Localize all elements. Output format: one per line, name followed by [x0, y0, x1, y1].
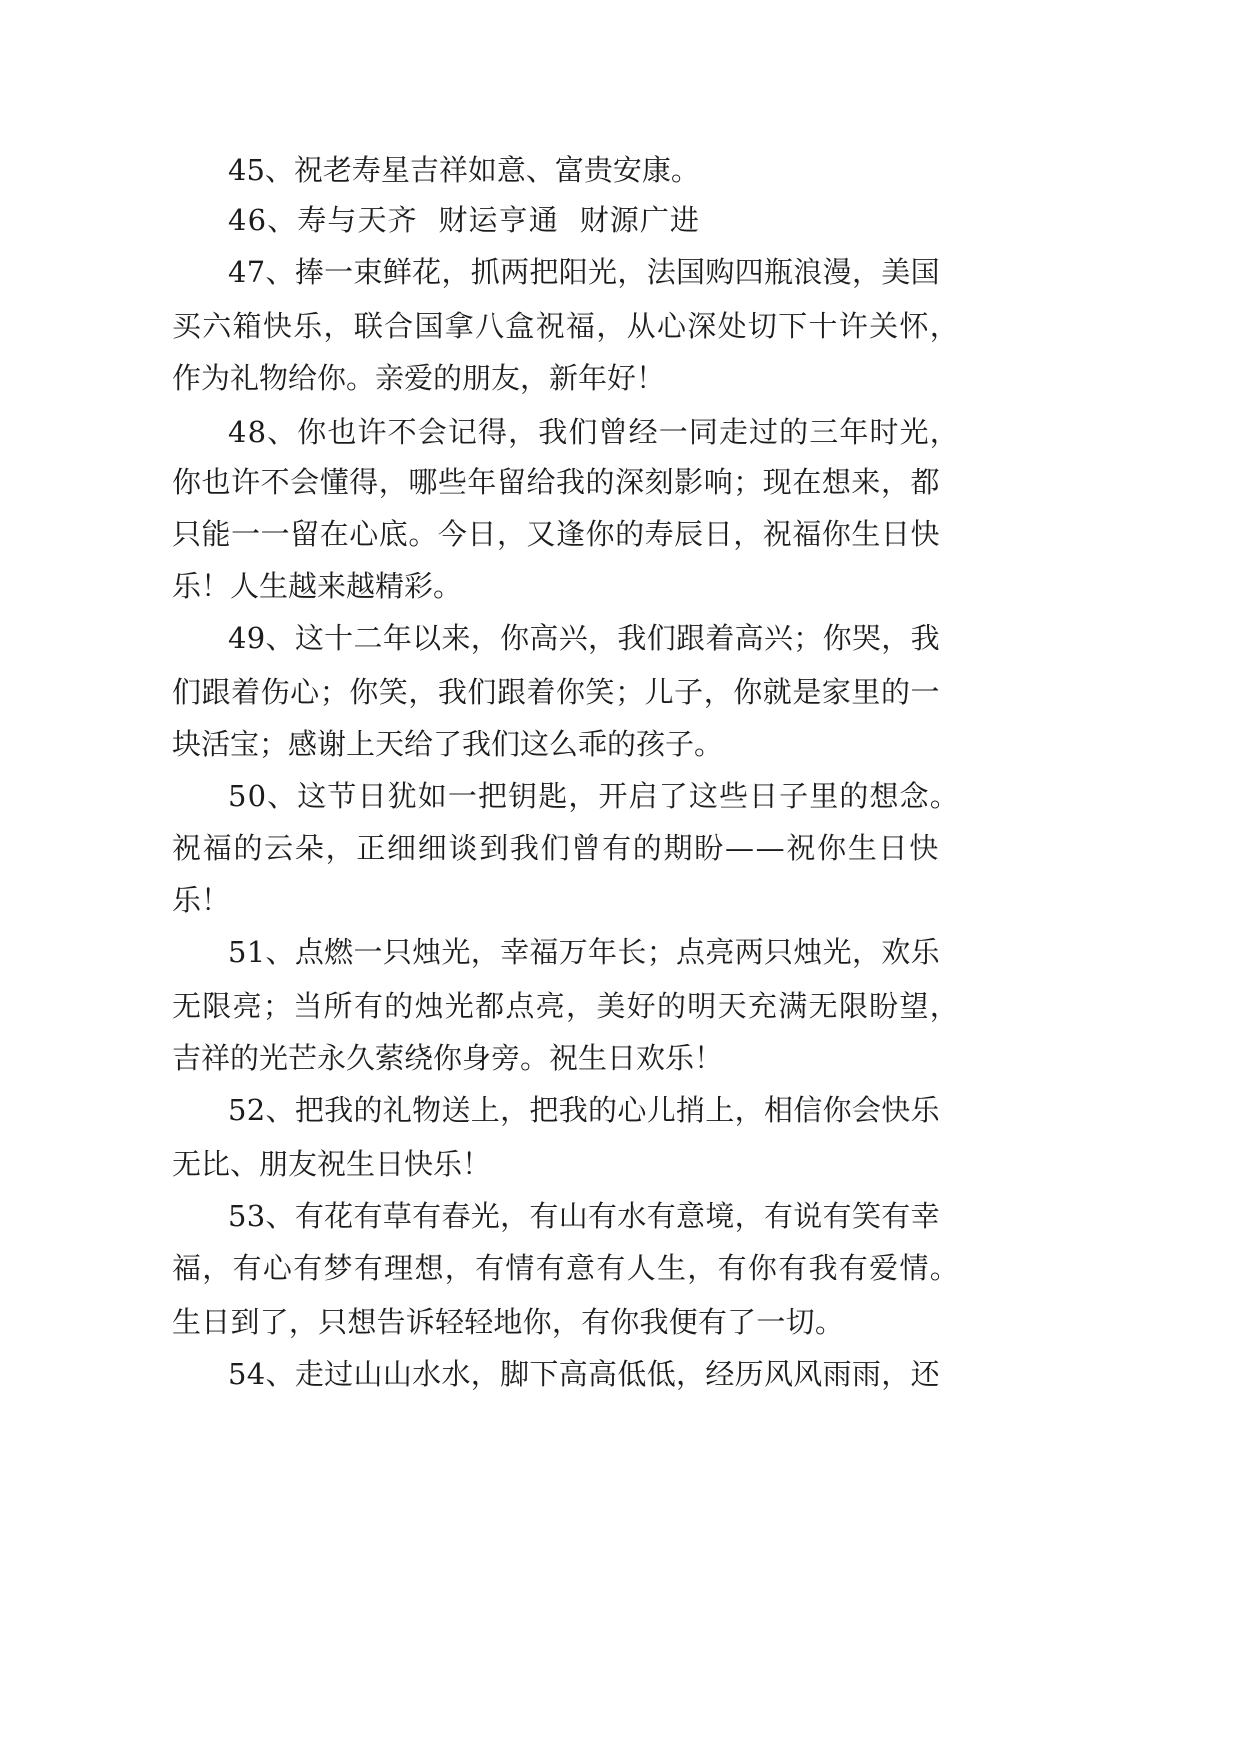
- text-line: 45、祝老寿星吉祥如意、富贵安康。: [228, 153, 700, 187]
- text-line: 吉祥的光芒永久萦绕你身旁。祝生日欢乐！: [172, 1041, 724, 1075]
- text-line: 你也许不会懂得，哪些年留给我的深刻影响；现在想来，都: [172, 465, 941, 499]
- text-line: 54、走过山山水水，脚下高高低低，经历风风雨雨，还: [228, 1357, 940, 1391]
- text-line: 们跟着伤心；你笑，我们跟着你笑；儿子，你就是家里的一: [172, 675, 941, 709]
- text-line: 福，有心有梦有理想，有情有意有人生，有你有我有爱情。: [172, 1251, 961, 1285]
- text-line: 无比、朋友祝生日快乐！: [172, 1147, 492, 1181]
- text-line: 48、你也许不会记得，我们曾经一同走过的三年时光，: [228, 415, 960, 449]
- text-line: 只能一一留在心底。今日，又逢你的寿辰日，祝福你生日快: [172, 517, 941, 551]
- text-line: 作为礼物给你。亲爱的朋友，新年好！: [172, 361, 666, 395]
- text-line: 46、寿与天齐 财运亨通 财源广进: [228, 203, 701, 237]
- text-line: 祝福的云朵，正细细谈到我们曾有的期盼——祝你生日快: [172, 831, 941, 865]
- text-line: 53、有花有草有春光，有山有水有意境，有说有笑有幸: [228, 1199, 940, 1233]
- text-line: 52、把我的礼物送上，把我的心儿捎上，相信你会快乐: [228, 1093, 940, 1127]
- text-line: 无限亮；当所有的烛光都点亮，美好的明天充满无限盼望，: [172, 989, 961, 1023]
- text-line: 生日到了，只想告诉轻轻地你，有你我便有了一切。: [172, 1305, 845, 1339]
- text-line: 49、这十二年以来，你高兴，我们跟着高兴；你哭，我: [228, 621, 940, 655]
- text-line: 51、点燃一只烛光，幸福万年长；点亮两只烛光，欢乐: [228, 935, 940, 969]
- text-line: 47、捧一束鲜花，抓两把阳光，法国购四瓶浪漫，美国: [228, 255, 940, 289]
- text-line: 块活宝；感谢上天给了我们这么乖的孩子。: [172, 727, 724, 761]
- text-line: 乐！人生越来越精彩。: [172, 569, 463, 603]
- text-line: 乐！: [172, 883, 231, 917]
- text-line: 买六箱快乐，联合国拿八盒祝福，从心深处切下十许关怀，: [172, 309, 961, 343]
- text-line: 50、这节日犹如一把钥匙，开启了这些日子里的想念。: [228, 779, 960, 813]
